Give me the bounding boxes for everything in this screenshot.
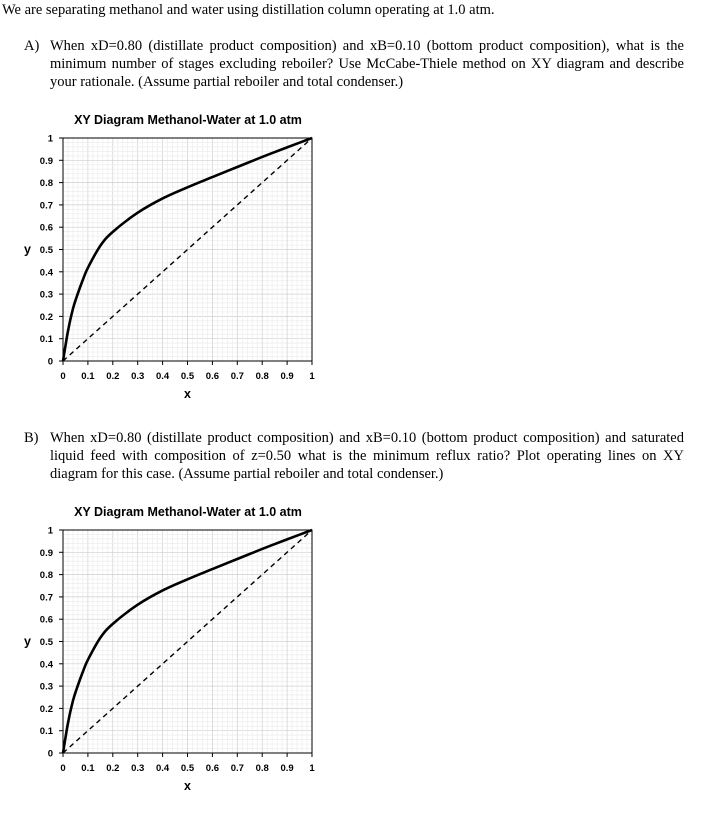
chart-b-x-tick-label: 1 xyxy=(309,763,315,774)
chart-b-y-tick-label: 0.7 xyxy=(39,592,53,604)
chart-a-title: XY Diagram Methanol-Water at 1.0 atm xyxy=(74,113,302,127)
chart-a-y-tick-label: 0.5 xyxy=(39,245,53,256)
xy-chart-a-svg xyxy=(20,110,320,400)
chart-a-y-tick-label: 0.8 xyxy=(39,178,53,190)
chart-a-x-tick-label: 0.7 xyxy=(230,371,244,382)
chart-a-y-tick-label: 0 xyxy=(47,356,53,368)
chart-b-y-tick-label: 0.1 xyxy=(39,726,53,738)
chart-a-x-tick-label: 0 xyxy=(60,371,66,382)
chart-a-x-tick-label: 0.1 xyxy=(81,371,95,382)
chart-b-x-tick-label: 0.3 xyxy=(131,763,145,774)
chart-b-x-tick-label: 0.1 xyxy=(81,763,95,774)
chart-b-y-tick-label: 0.5 xyxy=(39,637,53,648)
question-a-label: A) xyxy=(24,38,40,54)
question-b-label: B) xyxy=(24,430,39,446)
chart-b-x-axis-label: x xyxy=(184,779,191,793)
chart-a-y-tick-label: 0.9 xyxy=(39,155,53,167)
question-a xyxy=(24,37,684,91)
xy-chart-b xyxy=(20,502,320,792)
chart-a-x-tick-label: 0.3 xyxy=(131,371,145,382)
chart-b-x-tick-label: 0.2 xyxy=(106,763,120,774)
chart-b-y-axis-label: y xyxy=(24,634,31,649)
chart-a-y-tick-label: 0.3 xyxy=(39,289,53,301)
chart-b-y-tick-label: 0 xyxy=(47,748,53,760)
chart-a-x-tick-label: 0.6 xyxy=(205,371,220,382)
xy-chart-b-svg xyxy=(20,502,320,792)
chart-b-x-tick-label: 0 xyxy=(60,763,66,774)
question-a-text: When xD=0.80 (distillate product composition) and xB=0.10 (bottom product composition), what is the minimum number of stages excluding reboiler? Use McCabe-Thiele method on XY diagram and describe your rationale. (Assume partial reboiler and total condenser.) xyxy=(50,38,684,90)
chart-b-y-tick-label: 0.3 xyxy=(39,681,53,693)
chart-b-y-tick-label: 0.4 xyxy=(39,659,53,671)
chart-a-x-tick-label: 0.8 xyxy=(255,371,269,382)
chart-b-x-tick-label: 0.7 xyxy=(230,763,244,774)
chart-b-y-tick-label: 0.6 xyxy=(39,614,53,626)
question-b-text: When xD=0.80 (distillate product composition) and xB=0.10 (bottom product composition) and saturated liquid feed with composition of z=0.50 what is the minimum reflux ratio? Plot operating lines on XY diagram for this case. (Assume partial reboiler and total condenser.) xyxy=(50,430,684,482)
chart-b-y-tick-label: 1 xyxy=(47,525,53,537)
chart-a-y-tick-label: 1 xyxy=(47,133,53,145)
chart-a-y-axis-label: y xyxy=(24,242,31,257)
chart-a-x-tick-label: 0.4 xyxy=(155,371,170,382)
chart-b-x-tick-label: 0.9 xyxy=(280,763,294,774)
chart-b-y-tick-label: 0.2 xyxy=(39,703,53,715)
chart-b-y-tick-label: 0.9 xyxy=(39,547,53,559)
chart-a-x-tick-label: 0.5 xyxy=(180,371,195,382)
chart-a-y-tick-label: 0.1 xyxy=(39,334,53,346)
chart-b-y-tick-label: 0.8 xyxy=(39,570,53,582)
chart-a-y-tick-label: 0.2 xyxy=(39,311,53,323)
chart-a-x-axis-label: x xyxy=(184,387,191,401)
chart-b-x-tick-label: 0.5 xyxy=(180,763,195,774)
chart-a-x-tick-label: 1 xyxy=(309,371,315,382)
chart-b-title: XY Diagram Methanol-Water at 1.0 atm xyxy=(74,505,302,519)
chart-b-x-tick-label: 0.6 xyxy=(205,763,220,774)
chart-b-x-tick-label: 0.8 xyxy=(255,763,269,774)
chart-a-y-tick-label: 0.7 xyxy=(39,200,53,212)
chart-a-x-tick-label: 0.2 xyxy=(106,371,120,382)
chart-a-y-tick-label: 0.6 xyxy=(39,222,53,234)
chart-a-y-tick-label: 0.4 xyxy=(39,267,53,279)
chart-b-grid xyxy=(63,530,312,753)
intro-text: We are separating methanol and water using distillation column operating at 1.0 atm. xyxy=(2,2,495,18)
xy-chart-a xyxy=(20,110,320,400)
chart-a-x-tick-label: 0.9 xyxy=(280,371,294,382)
chart-b-x-tick-label: 0.4 xyxy=(155,763,170,774)
question-b xyxy=(24,429,684,483)
